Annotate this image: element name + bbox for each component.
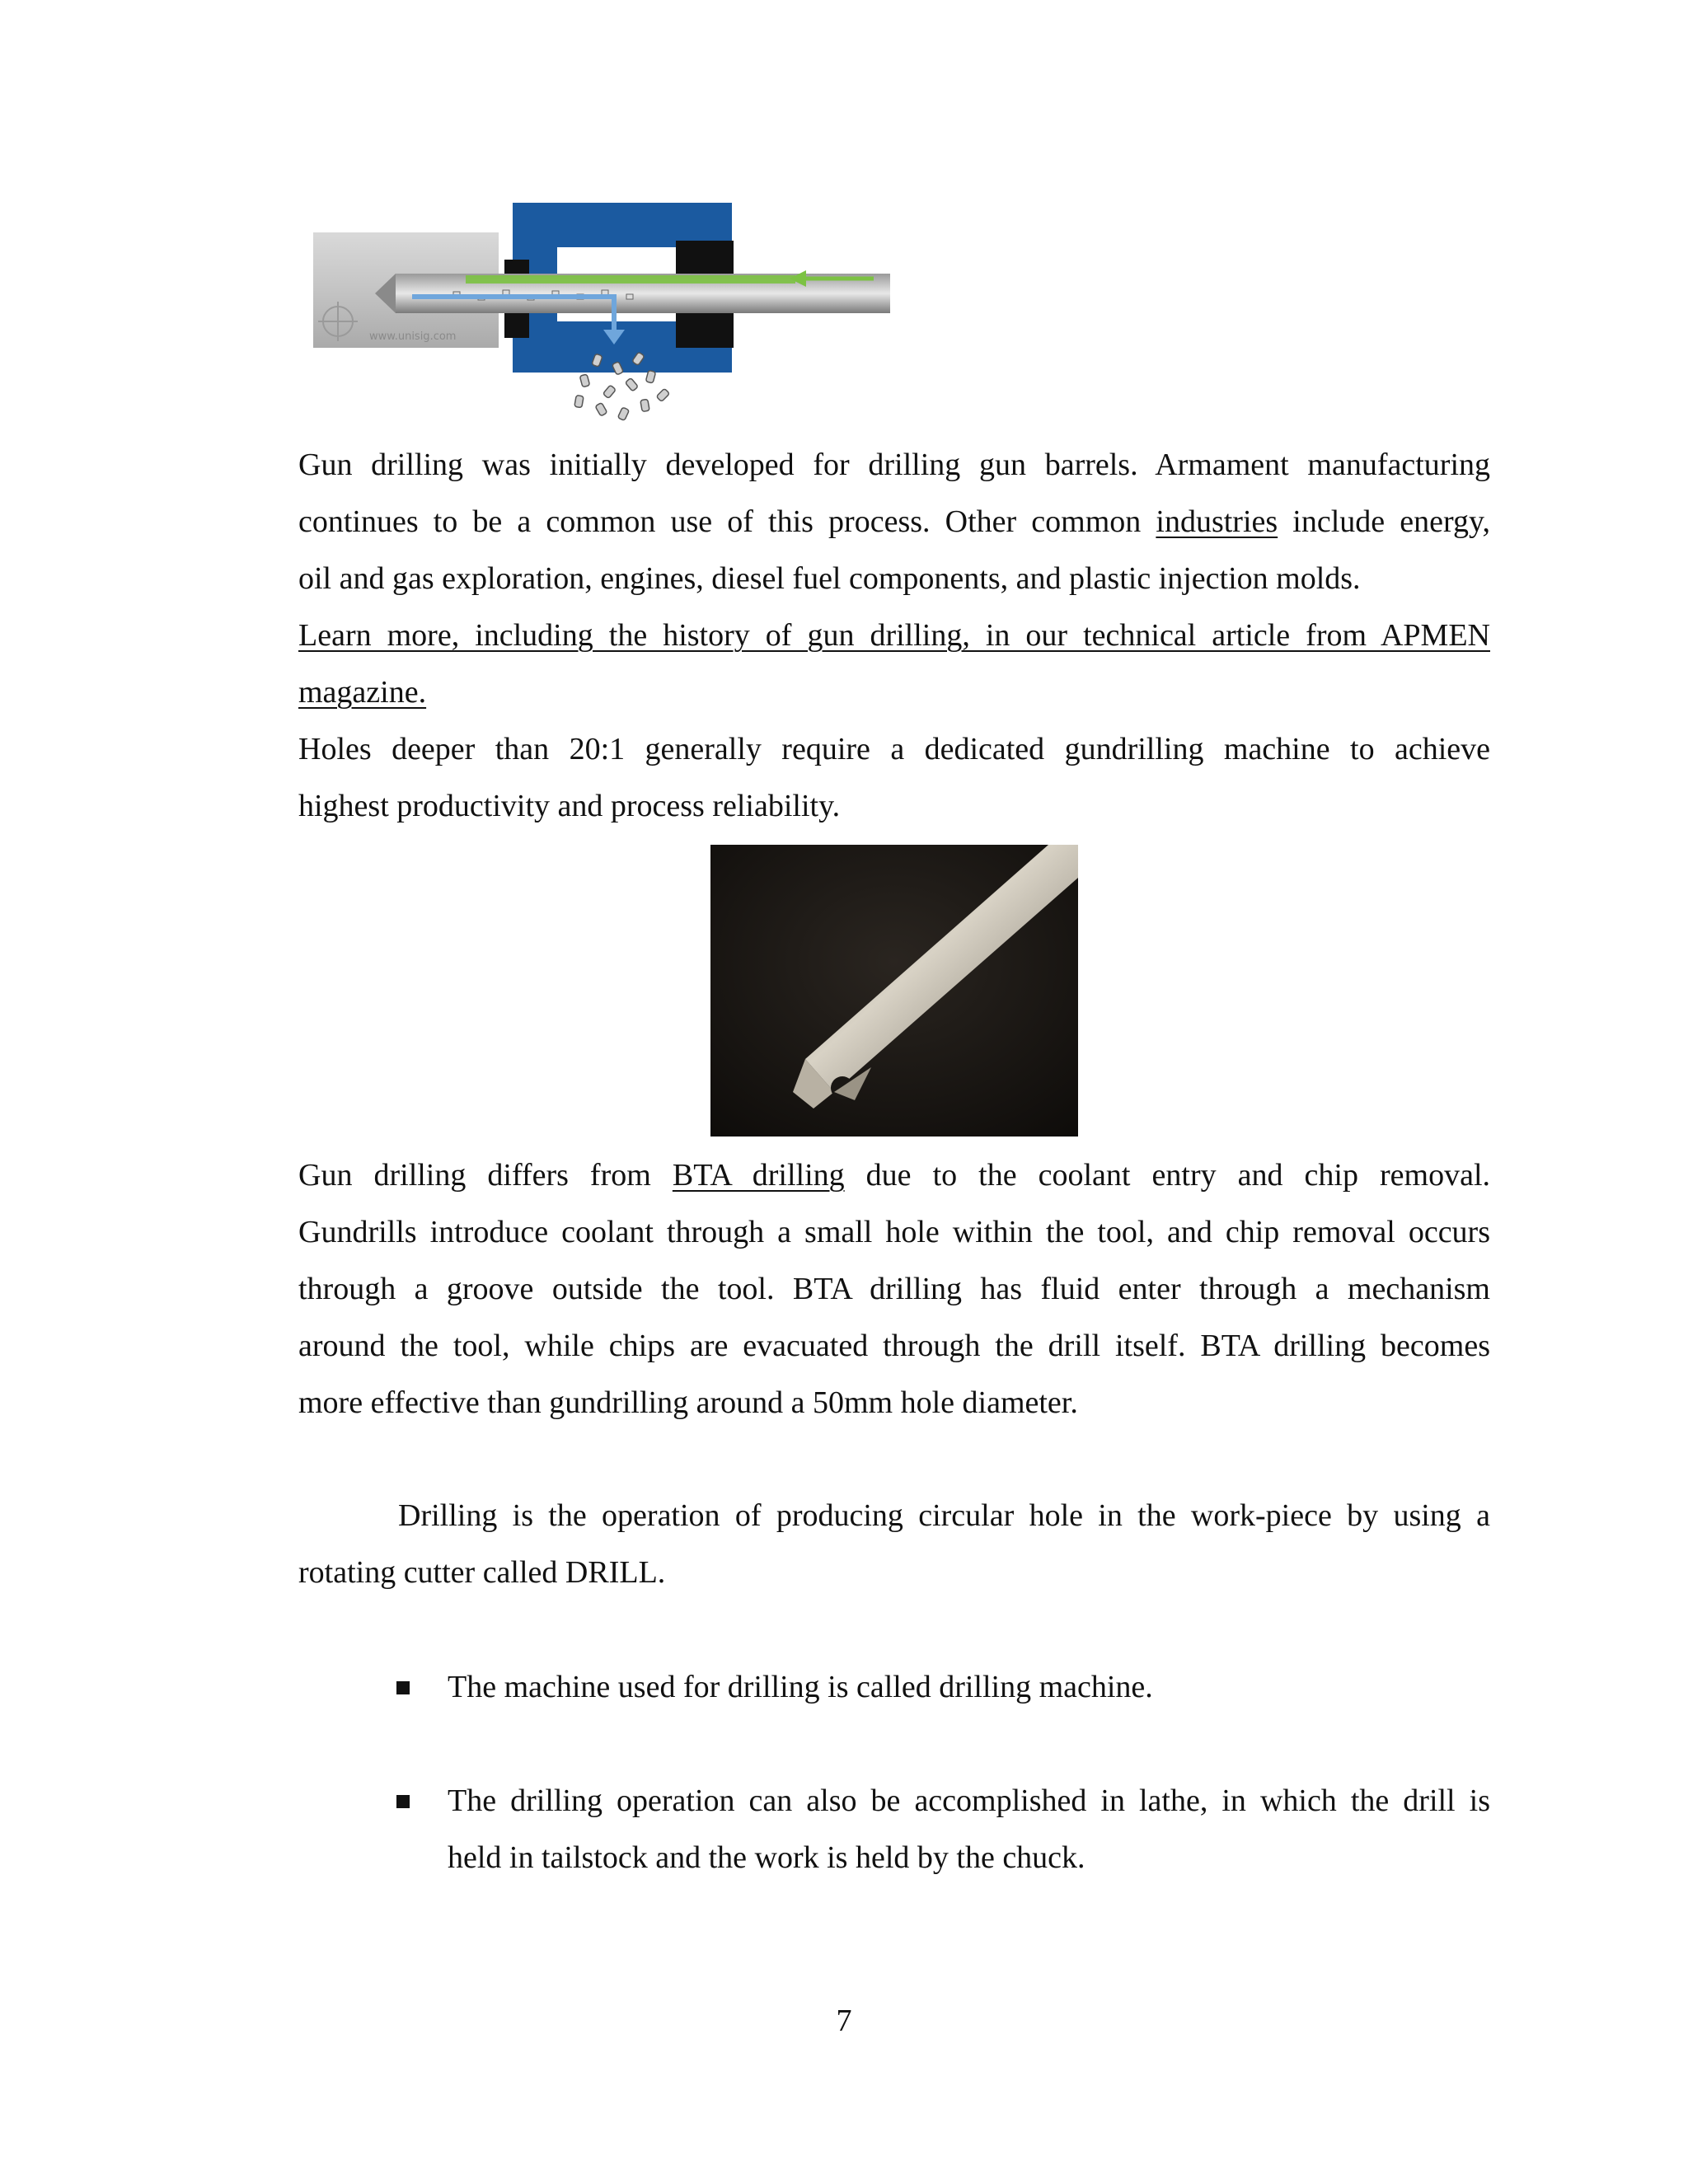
text-span: Gun drilling differs from (298, 1158, 673, 1193)
paragraph-drilling-definition (298, 1488, 1490, 1601)
paragraph-holes-deeper (298, 721, 1490, 835)
industries-link[interactable]: industries (1156, 504, 1278, 539)
bullet-item (448, 1773, 1490, 1886)
learn-more-link-cont[interactable]: magazine. (298, 675, 427, 710)
text-line: held in tailstock and the work is held by the chuck. (448, 1840, 1085, 1875)
text-line: The machine used for drilling is called drilling machine. (448, 1670, 1153, 1704)
text-span: include energy, (1278, 504, 1490, 539)
text-line: rotating cutter called DRILL. (298, 1555, 666, 1590)
text-line: Gundrills introduce coolant through a small hole within the tool, and chip removal occurs (298, 1215, 1490, 1249)
text-line: around the tool, while chips are evacuated through the drill itself. BTA drilling becomes (298, 1329, 1490, 1363)
gundrill-diagram (313, 198, 890, 429)
text-line (298, 664, 1490, 721)
learn-more-block (298, 607, 1490, 721)
gundrill-photo (710, 845, 1078, 1137)
text-line: oil and gas exploration, engines, diesel fuel components, and plastic injection molds. (298, 561, 1361, 596)
learn-more-link[interactable]: Learn more, including the history of gun drilling, in our technical article from APMEN (298, 618, 1490, 653)
bta-drilling-link[interactable]: BTA drilling (672, 1158, 845, 1193)
page-number: 7 (836, 2004, 852, 2038)
text-line: highest productivity and process reliability. (298, 789, 841, 823)
text-line: The drilling operation can also be accomplished in lathe, in which the drill is (448, 1783, 1490, 1818)
text-line: Drilling is the operation of producing circular hole in the work-piece by using a (398, 1498, 1490, 1533)
bullet-marker (396, 1795, 410, 1808)
paragraph-gun-drilling-intro (298, 437, 1490, 607)
text-line: through a groove outside the tool. BTA drilling has fluid enter through a mechanism (298, 1272, 1490, 1306)
text-line: more effective than gundrilling around a 50mm hole diameter. (298, 1385, 1078, 1420)
text-line (298, 607, 1490, 664)
text-span: continues to be a common use of this process. Other common (298, 504, 1156, 539)
bullet-item (448, 1659, 1490, 1716)
watermark-text: www.unisig.com (369, 330, 457, 343)
text-line (298, 494, 1490, 551)
text-span: due to the coolant entry and chip removal. (844, 1158, 1491, 1193)
text-line (298, 1147, 1490, 1204)
text-line: Gun drilling was initially developed for drilling gun barrels. Armament manufacturing (298, 448, 1490, 482)
coolant-channel (466, 275, 795, 284)
paragraph-bta-comparison (298, 1147, 1490, 1432)
bullet-marker (396, 1681, 410, 1694)
text-line: Holes deeper than 20:1 generally require a dedicated gundrilling machine to achieve (298, 732, 1490, 766)
